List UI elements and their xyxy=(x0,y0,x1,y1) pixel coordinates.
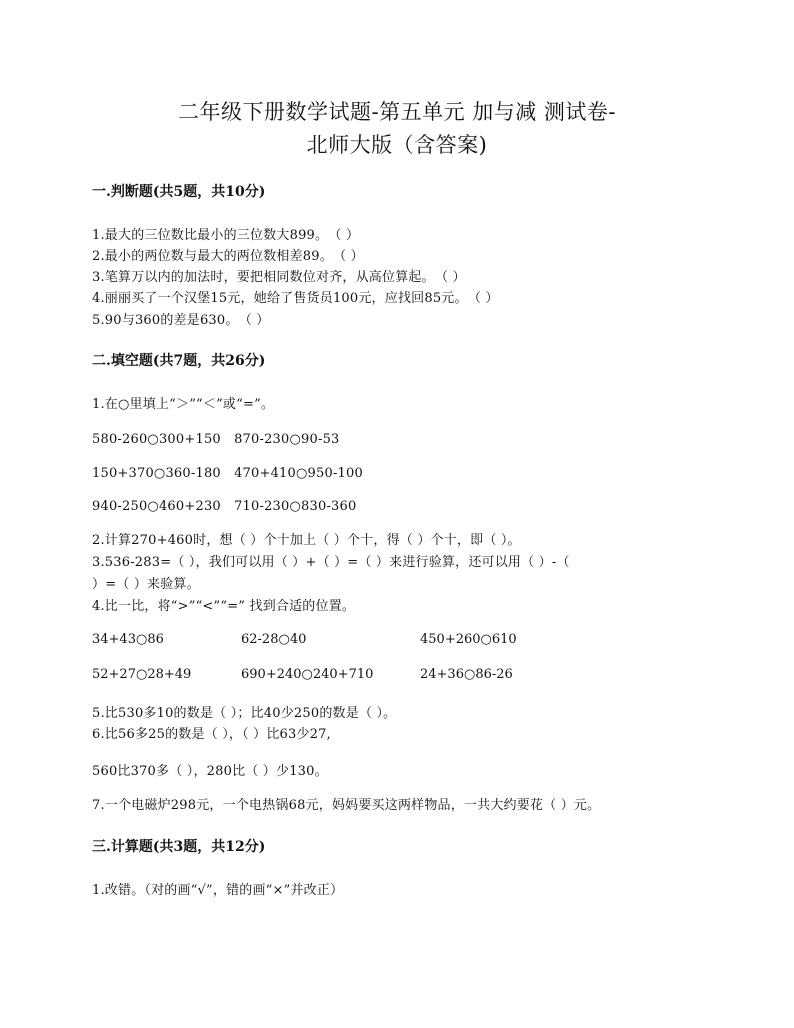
compare-item: 62-28○40 xyxy=(241,632,307,647)
fill-question-1-prompt: 1.在○里填上“＞”“＜”或“=”。 xyxy=(92,397,275,412)
judge-question-1: 1.最大的三位数比最小的三位数大899。 （ ） xyxy=(92,228,360,243)
judge-question-2: 2.最小的两位数与最大的两位数相差89。 （ ） xyxy=(92,249,364,264)
section-2-heading: 二.填空题(共7题，共26分) xyxy=(92,353,266,369)
fill-question-4-prompt: 4.比一比，将“>”“<”“=” 找到合适的位置。 xyxy=(92,599,356,614)
fill-question-7: 7.一个电磁炉298元，一个电热锅68元，妈妈要买这两样物品，一共大约要花（ ）元。 xyxy=(92,798,601,813)
fill-question-1-row-2: 150+370○360-180 470+410○950-100 xyxy=(92,466,363,481)
compare-item: 52+27○28+49 xyxy=(92,667,192,682)
fill-question-3-line-1: 3.536-283=（ ），我们可以用（ ）+（ ）=（ ）来进行验算，还可以用（ ）-（ xyxy=(92,555,570,570)
fill-question-6-line-2: 560比370多（ ），280比（ ）少130。 xyxy=(92,764,328,779)
document-title-line-1: 二年级下册数学试题-第五单元 加与减 测试卷- xyxy=(177,100,617,124)
fill-question-2: 2.计算270+460时，想（ ）个十加上（ ）个十，得（ ）个十，即（ ）。 xyxy=(92,533,521,548)
document-title-line-2: 北师大版（含答案) xyxy=(306,133,488,157)
fill-question-1-row-1: 580-260○300+150 870-230○90-53 xyxy=(92,432,340,447)
calc-question-1: 1.改错。（对的画“√”，错的画“×”并改正） xyxy=(92,883,344,898)
compare-item: 690+240○240+710 xyxy=(241,667,374,682)
section-1-heading: 一.判断题(共5题，共10分) xyxy=(92,184,266,200)
section-3-heading: 三.计算题(共3题，共12分) xyxy=(92,839,266,855)
fill-question-5: 5.比530多10的数是（ ）；比40少250的数是（ ）。 xyxy=(92,706,397,721)
compare-item: 34+43○86 xyxy=(92,632,164,647)
fill-question-1-row-3: 940-250○460+230 710-230○830-360 xyxy=(92,499,357,514)
judge-question-5: 5.90与360的差是630。 （ ） xyxy=(92,313,270,328)
judge-question-3: 3.笔算万以内的加法时，要把相同数位对齐，从高位算起。 （ ） xyxy=(92,270,466,285)
fill-question-6-line-1: 6.比56多25的数是（ ），（ ）比63少27, xyxy=(92,727,331,742)
fill-question-3-line-2: ）=（ ）来验算。 xyxy=(92,577,200,592)
compare-item: 450+260○610 xyxy=(420,632,517,647)
judge-question-4: 4.丽丽买了一个汉堡15元，她给了售货员100元，应找回85元。 （ ） xyxy=(92,291,499,306)
compare-item: 24+36○86-26 xyxy=(420,667,513,682)
